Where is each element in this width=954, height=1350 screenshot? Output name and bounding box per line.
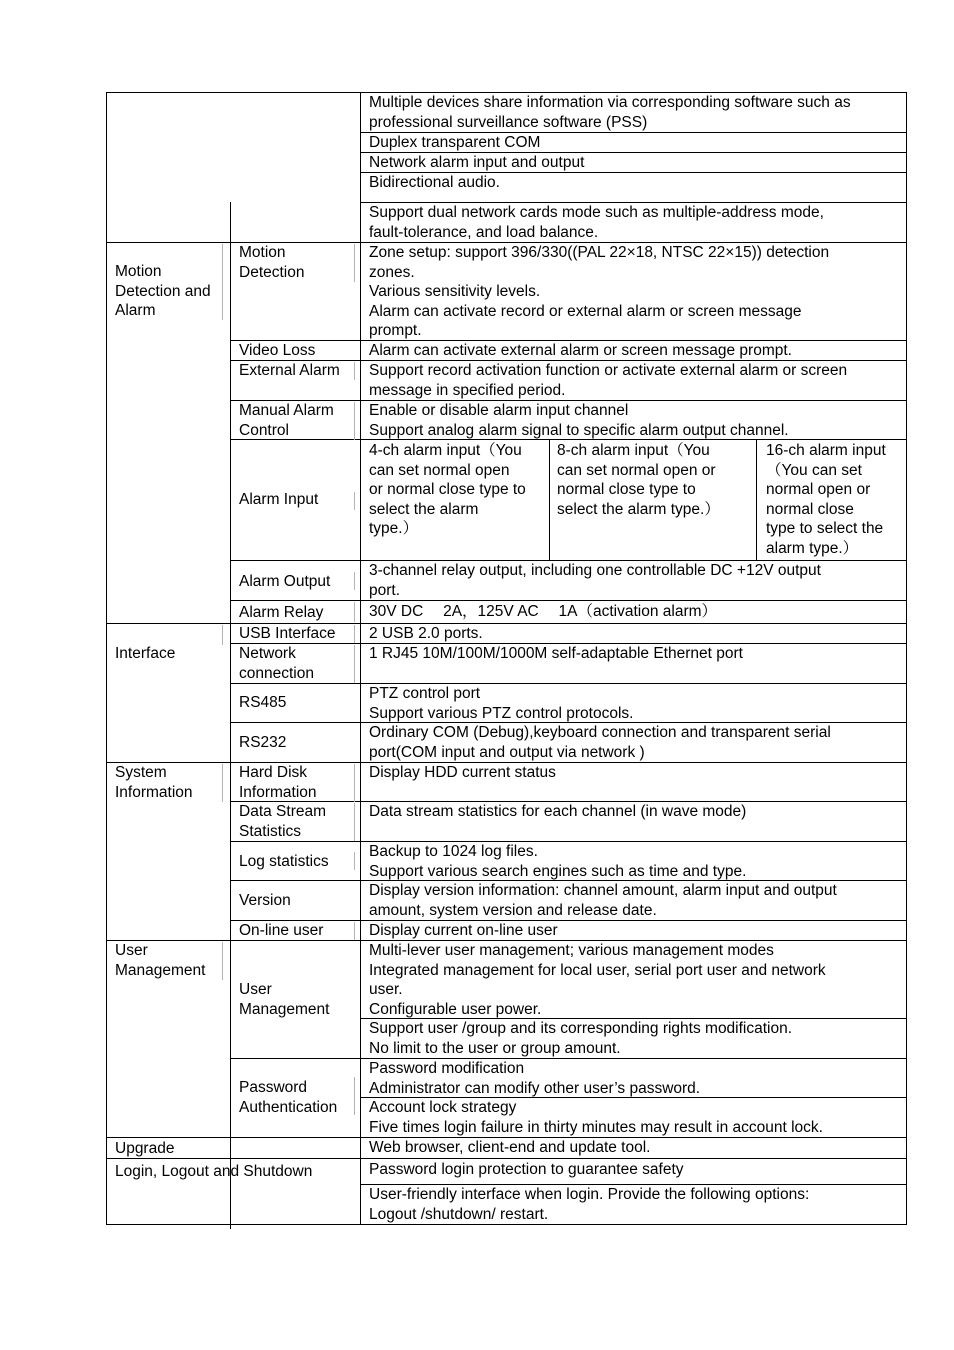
- desc-manual-alarm: Enable or disable alarm input channel Support analog alarm signal to specific alarm output channel.: [369, 402, 789, 439]
- specification-table: [106, 92, 907, 1225]
- label-hard-disk: Hard Disk Information: [239, 764, 317, 801]
- guide-line: [354, 402, 355, 440]
- desc-password-modification: Password modification Administrator can modify other user’s password.: [369, 1060, 701, 1097]
- desc-usb-interface: 2 USB 2.0 ports.: [369, 625, 483, 642]
- alarm-input-4ch: 4-ch alarm input（You can set normal open or normal close type to select the alarm type.）: [369, 442, 526, 537]
- label-password-authentication: Password Authentication: [239, 1079, 338, 1116]
- category-motion-alarm: Motion Detection and Alarm: [115, 263, 211, 319]
- desc-rs485: PTZ control port Support various PTZ control protocols.: [369, 685, 634, 722]
- network-feature-pss: Multiple devices share information via corresponding software such as professional surveillance software (PSS): [369, 94, 851, 131]
- label-usb-interface: USB Interface: [239, 625, 336, 642]
- label-alarm-relay: Alarm Relay: [239, 604, 324, 621]
- row-divider: [230, 920, 907, 921]
- alarm-input-16ch: 16-ch alarm input （You can set normal open or normal close type to select the alarm type.）: [766, 442, 886, 557]
- category-interface: Interface: [115, 645, 176, 662]
- alarm-input-8ch: 8-ch alarm input（You can set normal open or normal close type to select the alarm type.）: [557, 442, 720, 518]
- label-motion-detection: Motion Detection: [239, 244, 305, 281]
- desc-account-lock: Account lock strategy Five times login failure in thirty minutes may result in account lock.: [369, 1099, 823, 1136]
- category-login-logout: Login, Logout and Shutdown: [115, 1163, 313, 1180]
- column-divider: [549, 440, 550, 561]
- guide-line: [354, 362, 355, 380]
- column-divider: [360, 92, 361, 1225]
- label-video-loss: Video Loss: [239, 342, 316, 359]
- label-external-alarm: External Alarm: [239, 362, 340, 379]
- row-divider: [106, 1158, 907, 1159]
- guide-line: [222, 942, 223, 980]
- category-system-information: System Information: [115, 764, 193, 801]
- category-user-management: User Management: [115, 942, 206, 979]
- desc-network-connection: 1 RJ45 10M/100M/1000M self-adaptable Ethernet port: [369, 645, 743, 662]
- label-network-connection: Network connection: [239, 645, 314, 682]
- guide-line: [222, 244, 223, 320]
- desc-login-protection: Password login protection to guarantee safety: [369, 1161, 684, 1178]
- label-manual-alarm: Manual Alarm Control: [239, 402, 334, 439]
- column-divider: [756, 440, 757, 561]
- desc-alarm-output: 3-channel relay output, including one controllable DC +12V output port.: [369, 562, 821, 599]
- guide-line: [354, 1077, 355, 1115]
- column-divider: [230, 202, 231, 242]
- desc-version: Display version information: channel amount, alarm input and output amount, system version and release date.: [369, 882, 837, 919]
- guide-line: [354, 492, 355, 510]
- label-alarm-output: Alarm Output: [239, 573, 331, 590]
- desc-hard-disk: Display HDD current status: [369, 764, 556, 781]
- guide-line: [354, 572, 355, 590]
- desc-data-stream: Data stream statistics for each channel (in wave mode): [369, 803, 747, 820]
- guide-line: [354, 764, 355, 802]
- label-user-management: User Management: [239, 981, 330, 1018]
- label-log-statistics: Log statistics: [239, 853, 329, 870]
- guide-line: [354, 852, 355, 870]
- label-rs232: RS232: [239, 734, 287, 751]
- guide-line: [354, 244, 355, 282]
- desc-video-loss: Alarm can activate external alarm or screen message prompt.: [369, 342, 792, 359]
- label-alarm-input: Alarm Input: [239, 491, 319, 508]
- guide-line: [354, 803, 355, 841]
- row-divider: [106, 623, 907, 624]
- network-feature-com: Duplex transparent COM: [369, 134, 541, 151]
- desc-upgrade: Web browser, client-end and update tool.: [369, 1139, 651, 1156]
- network-feature-dual-card: Support dual network cards mode such as multiple-address mode, fault-tolerance, and load balance.: [369, 204, 824, 241]
- table-border: [106, 1224, 907, 1225]
- guide-line: [354, 602, 355, 622]
- network-feature-alarm: Network alarm input and output: [369, 154, 585, 171]
- network-feature-audio: Bidirectional audio.: [369, 174, 500, 191]
- desc-user-group-rights: Support user /group and its corresponding rights modification. No limit to the user or group amount.: [369, 1020, 793, 1057]
- desc-alarm-relay: 30V DC 2A，125V AC 1A（activation alarm）: [369, 603, 718, 620]
- label-version: Version: [239, 892, 291, 909]
- desc-external-alarm: Support record activation function or activate external alarm or screen message in specified period.: [369, 362, 848, 399]
- guide-line: [354, 645, 355, 683]
- label-rs485: RS485: [239, 694, 287, 711]
- table-border: [106, 92, 107, 1225]
- desc-online-user: Display current on-line user: [369, 922, 558, 939]
- guide-line: [222, 764, 223, 802]
- row-divider: [230, 600, 907, 601]
- guide-line: [354, 922, 355, 940]
- column-divider: [230, 243, 231, 1229]
- desc-log-statistics: Backup to 1024 log files. Support various search engines such as time and type.: [369, 843, 747, 880]
- desc-user-management: Multi-lever user management; various management modes Integrated management for local user, serial port user and network user. Configurable user power.: [369, 942, 826, 1018]
- guide-line: [354, 625, 355, 643]
- label-online-user: On-line user: [239, 922, 324, 939]
- desc-motion-detection: Zone setup: support 396/330((PAL 22×18, NTSC 22×15)) detection zones. Various sensitivity levels. Alarm can activate record or external alarm or screen message prompt.: [369, 244, 830, 339]
- category-upgrade: Upgrade: [115, 1140, 175, 1157]
- table-border: [906, 92, 907, 1225]
- desc-login-options: User-friendly interface when login. Provide the following options: Logout /shutdown/ restart.: [369, 1186, 810, 1223]
- guide-line: [222, 625, 223, 645]
- label-data-stream: Data Stream Statistics: [239, 803, 327, 840]
- desc-rs232: Ordinary COM (Debug),keyboard connection and transparent serial port(COM input and output via network ): [369, 724, 831, 761]
